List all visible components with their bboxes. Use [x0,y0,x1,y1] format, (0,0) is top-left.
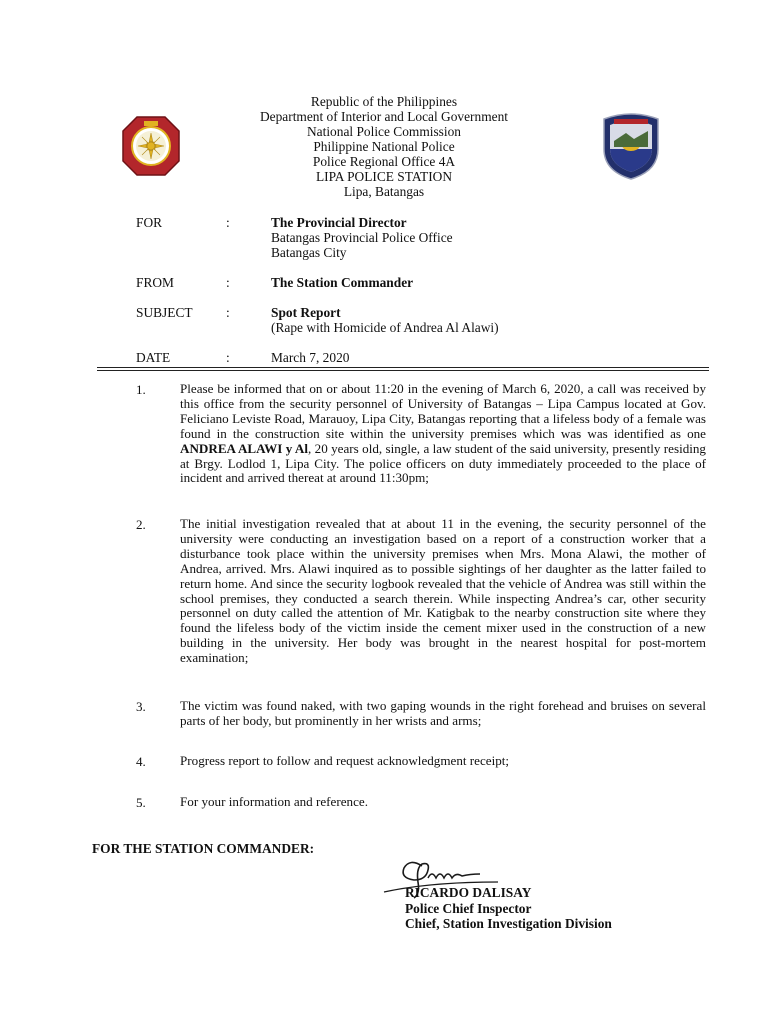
header-pnp: Philippine National Police [313,139,455,154]
subject-colon: : [226,305,230,320]
header-regional-office: Police Regional Office 4A [312,154,456,169]
divider-rule-top [97,367,709,368]
subject-detail: (Rape with Homicide of Andrea Al Alawi) [271,320,499,335]
paragraph-1-text-before: Please be informed that on or about 11:20 in the evening of March 6, 2020, a call was received by this office from the security personnel of University of Batangas – Lipa Campus located at Gov. Feliciano Leviste Road, Marauoy, Lipa City, Batangas reporting that a lifeless body of a female was found in the construction site within the university premises which was was identified as one [180,381,706,441]
victim-name: ANDREA ALAWI y Al [180,440,309,456]
header-republic: Republic of the Philippines [310,94,458,109]
date-label: DATE [136,350,171,365]
for-recipient-office: Batangas Provincial Police Office [271,230,453,245]
for-recipient-title: The Provincial Director [271,215,407,230]
from-value: The Station Commander [271,275,414,290]
paragraph-1-text-after: , 20 years old, single, a law student of the said university, presently residing at Brgy. Lodlod 1, Lipa City. The police officers on duty immediately proceeded to the place of incident and arrived thereat at around 11:30pm; [180,440,706,486]
paragraph-3-number: 3. [136,699,146,714]
paragraph-5: For your information and reference. [180,794,368,809]
date-value: March 7, 2020 [271,350,350,365]
paragraph-5-number: 5. [136,795,146,810]
paragraph-3: The victim was found naked, with two gaping wounds in the right forehead and bruises on several parts of her body, but prominently in her wrists and arms; [180,698,706,728]
from-colon: : [226,275,230,290]
closing-line: FOR THE STATION COMMANDER: [92,841,315,856]
subject-value: Spot Report [271,305,341,320]
paragraph-1 [180,382,706,486]
for-recipient-city: Batangas City [271,245,347,260]
for-colon: : [226,215,230,230]
paragraph-4-number: 4. [136,754,146,769]
header-commission: National Police Commission [307,124,461,139]
subject-label: SUBJECT [136,305,193,320]
paragraph-2: The initial investigation revealed that at about 11 in the evening, the security personnel of the university were conducting an investigation based on a report of a construction worker that a disturbance took place within the university premises when Mrs. Mona Alawi, the mother of Andrea, arrived. Mrs. Alawi inquired as to possible sightings of her daughter as the latter failed to return home. And since the security logbook revealed that the vehicle of Andrea was still within the school premises, they conducted a search therein. While inspecting Andrea’s car, other security personnel on duty called the attention of Mr. Katigbak to the nearby construction site where they found the lifeless body of the victim inside the cement mixer used in the construction of a new building in the university. Her body was brought in the nearest hospital for post-mortem examination; [180,516,706,666]
paragraph-2-number: 2. [136,517,146,532]
from-label: FROM [136,275,174,290]
signatory-rank: Police Chief Inspector [405,901,532,916]
date-colon: : [226,350,230,365]
divider-rule-bottom [97,370,709,371]
letterhead [0,94,768,199]
signatory-name: RICARDO DALISAY [405,885,532,900]
header-location: Lipa, Batangas [343,184,425,199]
paragraph-4: Progress report to follow and request acknowledgment receipt; [180,753,510,768]
header-station: LIPA POLICE STATION [315,169,453,184]
for-label: FOR [136,215,163,230]
signatory-position: Chief, Station Investigation Division [405,916,612,931]
paragraph-1-number: 1. [136,382,146,397]
header-department: Department of Interior and Local Government [259,109,508,124]
